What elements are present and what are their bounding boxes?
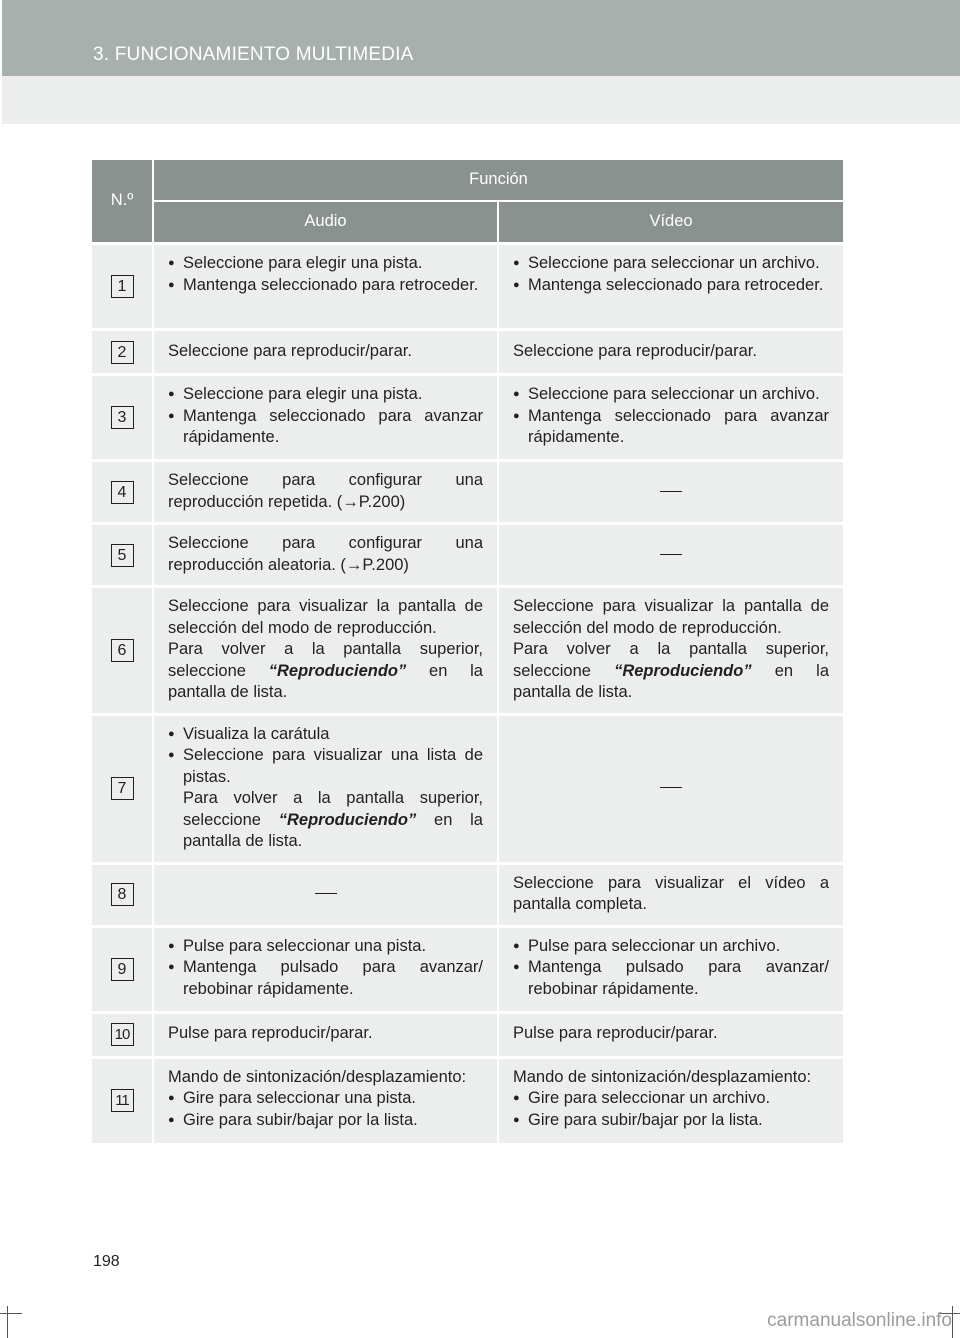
audio-cell bbox=[153, 587, 498, 715]
table-row bbox=[92, 1012, 843, 1057]
list-item: ● Mantenga seleccionado para retroceder. bbox=[168, 275, 483, 297]
emphasis-text: “Reproduciendo” bbox=[278, 810, 417, 829]
emphasis-text: “Reproduciendo” bbox=[614, 661, 752, 680]
list-item: ● Mantenga seleccionado para avanzar rápidamente. bbox=[513, 406, 829, 449]
text-span: en la pantalla de lista. bbox=[513, 661, 829, 701]
table-row bbox=[92, 375, 843, 461]
table-row bbox=[92, 926, 843, 1012]
table-row bbox=[92, 524, 843, 587]
video-cell-empty bbox=[498, 524, 843, 587]
audio-cell: Seleccione para configurar una reproducción repetida. (→P.200) bbox=[153, 461, 498, 524]
video-cell-empty bbox=[498, 714, 843, 863]
row-number-badge: 7 bbox=[111, 777, 134, 800]
row-number-badge: 9 bbox=[111, 958, 134, 981]
row-number-badge: 1 bbox=[111, 275, 134, 298]
emphasis-text: “Reproduciendo” bbox=[268, 661, 407, 680]
video-cell: Pulse para reproducir/parar. bbox=[498, 1012, 843, 1057]
audio-cell bbox=[153, 714, 498, 863]
table-row bbox=[92, 244, 843, 330]
column-header-function: Función bbox=[153, 160, 843, 201]
list-item: ● Mantenga seleccionado para avanzar rápidamente. bbox=[168, 406, 483, 449]
row-number-badge: 3 bbox=[111, 406, 134, 429]
text-span: Para volver a la pantalla superior, seleccione bbox=[183, 789, 483, 829]
text-span: Para volver a la pantalla superior, seleccione bbox=[513, 640, 830, 680]
column-header-number: N.º bbox=[92, 160, 153, 244]
row-number-badge: 4 bbox=[111, 481, 134, 504]
list-item: ● Visualiza la carátula bbox=[168, 724, 483, 746]
audio-cell bbox=[153, 244, 498, 330]
audio-cell: Seleccione para reproducir/parar. bbox=[153, 330, 498, 375]
table-row bbox=[92, 1057, 843, 1143]
video-cell bbox=[498, 1057, 843, 1143]
list-item: ● Mantenga pulsado para avanzar/ rebobinar rápidamente. bbox=[513, 957, 829, 1000]
column-header-audio: Audio bbox=[153, 201, 498, 244]
list-item: ● Gire para seleccionar un archivo. bbox=[513, 1088, 829, 1110]
audio-cell: Pulse para reproducir/parar. bbox=[153, 1012, 498, 1057]
video-cell bbox=[498, 926, 843, 1012]
page-number: 198 bbox=[93, 1253, 120, 1270]
row-number-badge: 11 bbox=[111, 1089, 134, 1112]
video-cell bbox=[498, 244, 843, 330]
dash-mark bbox=[660, 554, 682, 555]
table-row bbox=[92, 330, 843, 375]
header-edge-line bbox=[0, 0, 2, 124]
row-number-badge: 10 bbox=[111, 1023, 134, 1046]
crop-mark bbox=[7, 1306, 8, 1338]
list-item: ● Pulse para seleccionar una pista. bbox=[168, 936, 483, 958]
audio-cell bbox=[153, 926, 498, 1012]
video-cell bbox=[498, 375, 843, 461]
dash-mark bbox=[315, 893, 337, 894]
audio-cell: Seleccione para configurar una reproducción aleatoria. (→P.200) bbox=[153, 524, 498, 587]
video-cell: Seleccione para reproducir/parar. bbox=[498, 330, 843, 375]
section-title: 3. FUNCIONAMIENTO MULTIMEDIA bbox=[93, 44, 414, 65]
list-item: ● Gire para subir/bajar por la lista. bbox=[513, 1110, 829, 1132]
cell-paragraph bbox=[513, 639, 829, 704]
crop-mark bbox=[952, 1306, 953, 1338]
row-number-badge: 8 bbox=[111, 883, 134, 906]
list-item: ● Seleccione para elegir una pista. bbox=[168, 253, 483, 275]
table-row bbox=[92, 863, 843, 926]
list-item: ● Seleccione para seleccionar un archivo. bbox=[513, 253, 829, 275]
text-span: Para volver a la pantalla superior, seleccione bbox=[168, 640, 483, 680]
crop-mark bbox=[0, 1313, 22, 1314]
list-item: ● Mantenga seleccionado para retroceder. bbox=[513, 275, 829, 297]
audio-cell bbox=[153, 375, 498, 461]
list-item: ● Gire para seleccionar una pista. bbox=[168, 1088, 483, 1110]
row-number-badge: 6 bbox=[111, 639, 134, 662]
function-table bbox=[92, 160, 843, 1143]
row-number-badge: 5 bbox=[111, 544, 134, 567]
column-header-video: Vídeo bbox=[498, 201, 843, 244]
cell-paragraph: Seleccione para visualizar la pantalla de selección del modo de reproducción. bbox=[168, 597, 483, 637]
list-item bbox=[168, 745, 483, 853]
text-span: Seleccione para visualizar una lista de pistas. bbox=[183, 746, 483, 786]
dash-mark bbox=[660, 491, 682, 492]
audio-cell bbox=[153, 1057, 498, 1143]
cell-paragraph bbox=[168, 639, 483, 704]
dash-mark bbox=[660, 787, 682, 788]
watermark-text: carmanualsonline.info bbox=[767, 1310, 952, 1331]
list-item: ● Seleccione para elegir una pista. bbox=[168, 384, 483, 406]
table-row bbox=[92, 714, 843, 863]
list-item: ● Mantenga pulsado para avanzar/ rebobinar rápidamente. bbox=[168, 957, 483, 1000]
table-row bbox=[92, 461, 843, 524]
cell-paragraph: Seleccione para visualizar la pantalla de selección del modo de reproducción. bbox=[513, 597, 830, 637]
video-cell bbox=[498, 587, 843, 715]
table-row bbox=[92, 587, 843, 715]
video-cell: Seleccione para visualizar el vídeo a pantalla completa. bbox=[498, 863, 843, 926]
audio-cell-empty bbox=[153, 863, 498, 926]
list-item: ● Pulse para seleccionar un archivo. bbox=[513, 936, 829, 958]
list-item: ● Seleccione para seleccionar un archivo. bbox=[513, 384, 829, 406]
text-span: en la pantalla de lista. bbox=[183, 810, 483, 850]
header-subband bbox=[0, 76, 960, 124]
video-cell-empty bbox=[498, 461, 843, 524]
list-item: ● Gire para subir/bajar por la lista. bbox=[168, 1110, 483, 1132]
cell-paragraph: Mando de sintonización/desplazamiento: bbox=[168, 1067, 467, 1086]
text-span: en la pantalla de lista. bbox=[168, 661, 483, 701]
row-number-badge: 2 bbox=[111, 341, 134, 364]
cell-paragraph: Mando de sintonización/desplazamiento: bbox=[513, 1067, 812, 1086]
